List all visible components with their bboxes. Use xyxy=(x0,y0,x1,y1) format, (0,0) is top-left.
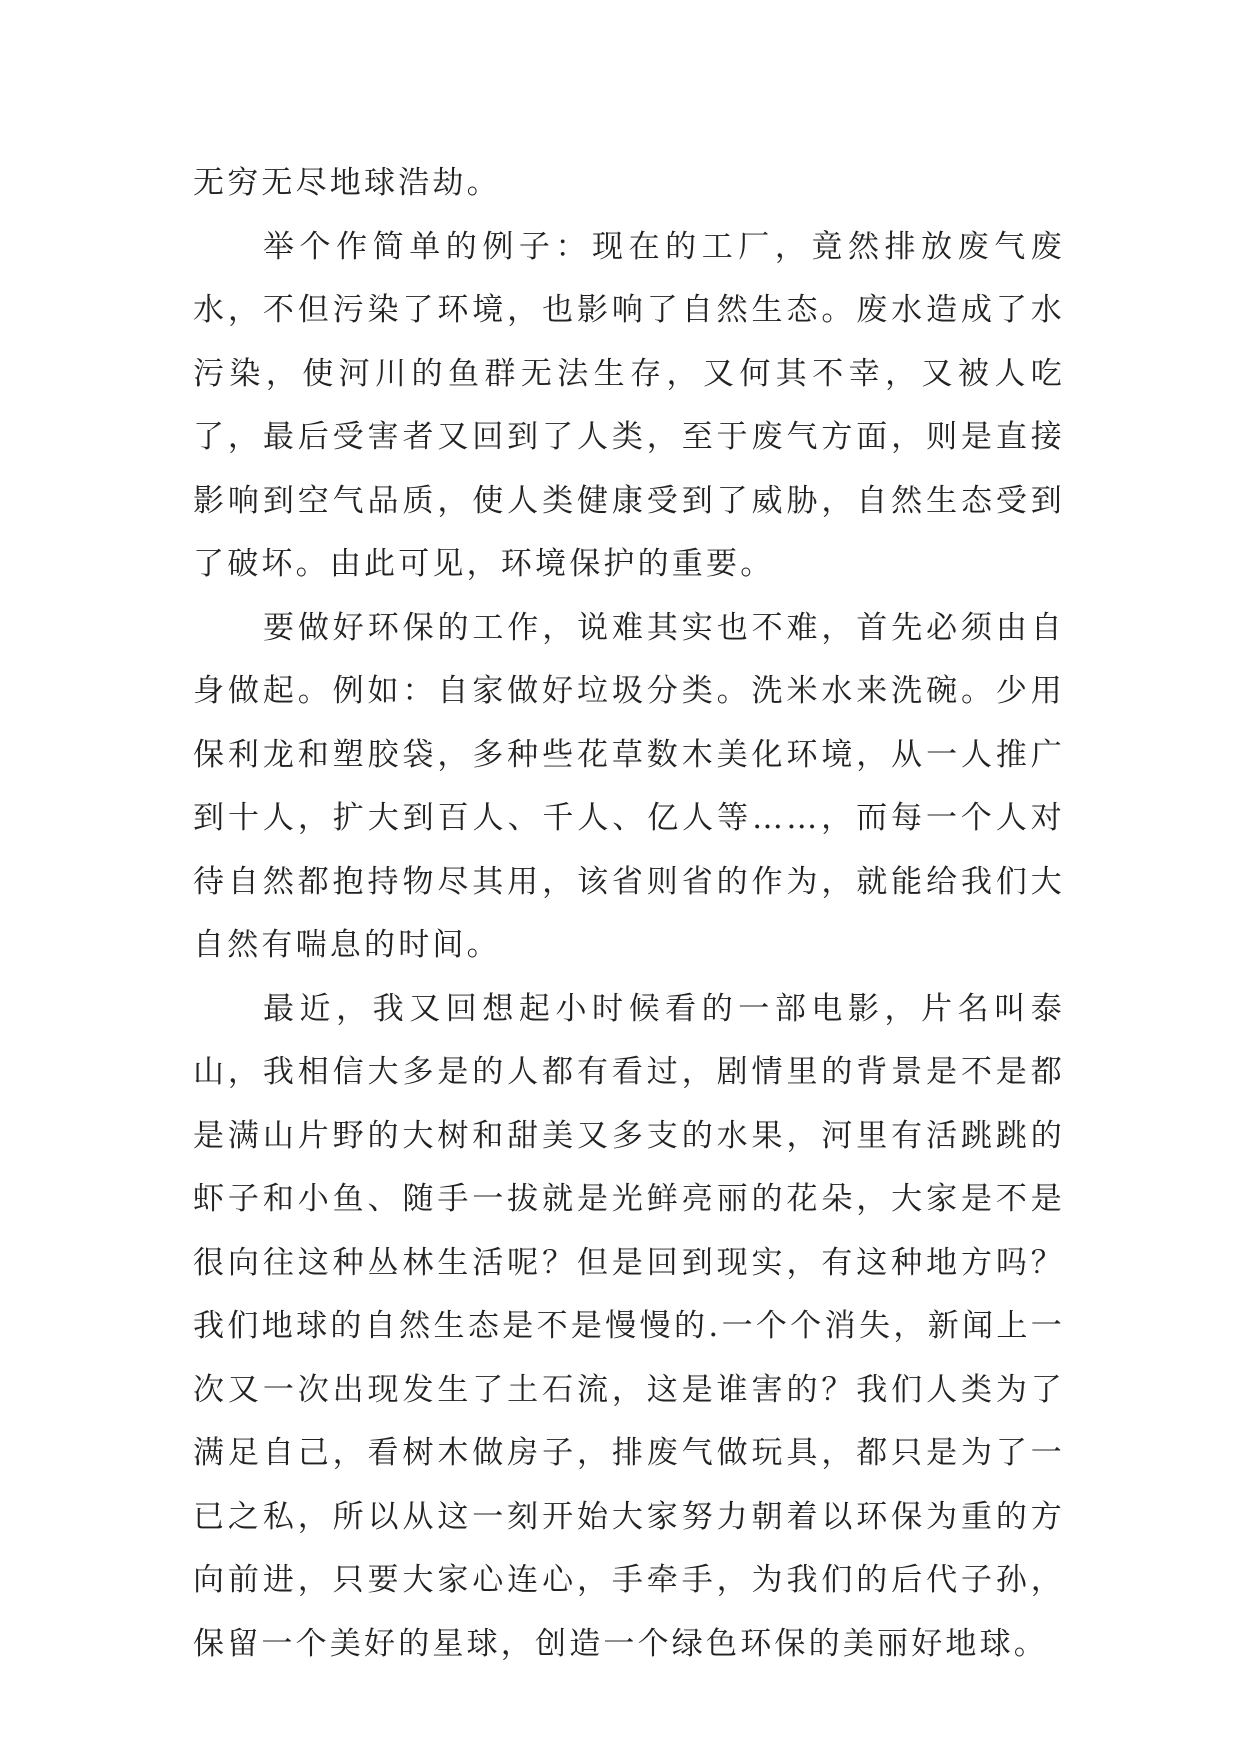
paragraph-continuation: 无穷无尽地球浩劫。 xyxy=(193,165,501,201)
paragraph-start-from-self: 要做好环保的工作，说难其实也不难，首先必须由自身做起。例如：自家做好垃圾分类。洗米水来洗碗。少用保利龙和塑胶袋，多种些花草数木美化环境，从一人推广到十人，扩大到百人、千人、亿人等……，而每一个人对待自然都抱持物尽其用，该省则省的作为，就能给我们大自然有喘息的时间。 xyxy=(193,609,1065,963)
document-body xyxy=(193,152,1065,1676)
paragraph-tarzan-reflection: 最近，我又回想起小时候看的一部电影，片名叫泰山，我相信大多是的人都有看过，剧情里的背景是不是都是满山片野的大树和甜美又多支的水果，河里有活跳跳的虾子和小鱼、随手一拔就是光鲜亮丽的花朵，大家是不是很向往这种丛林生活呢？但是回到现实，有这种地方吗？我们地球的自然生态是不是慢慢的.一个个消失，新闻上一次又一次出现发生了土石流，这是谁害的？我们人类为了满足自己，看树木做房子，排废气做玩具，都只是为了一已之私，所以从这一刻开始大家努力朝着以环保为重的方向前进，只要大家心连心，手牵手，为我们的后代子孙，保留一个美好的星球，创造一个绿色环保的美丽好地球。 xyxy=(193,990,1065,1662)
paragraph-pollution-example: 举个作简单的例子：现在的工厂，竟然排放废气废水，不但污染了环境，也影响了自然生态。废水造成了水污染，使河川的鱼群无法生存，又何其不幸，又被人吃了，最后受害者又回到了人类，至于废气方面，则是直接影响到空气品质，使人类健康受到了威胁，自然生态受到了破坏。由此可见，环境保护的重要。 xyxy=(193,228,1065,582)
